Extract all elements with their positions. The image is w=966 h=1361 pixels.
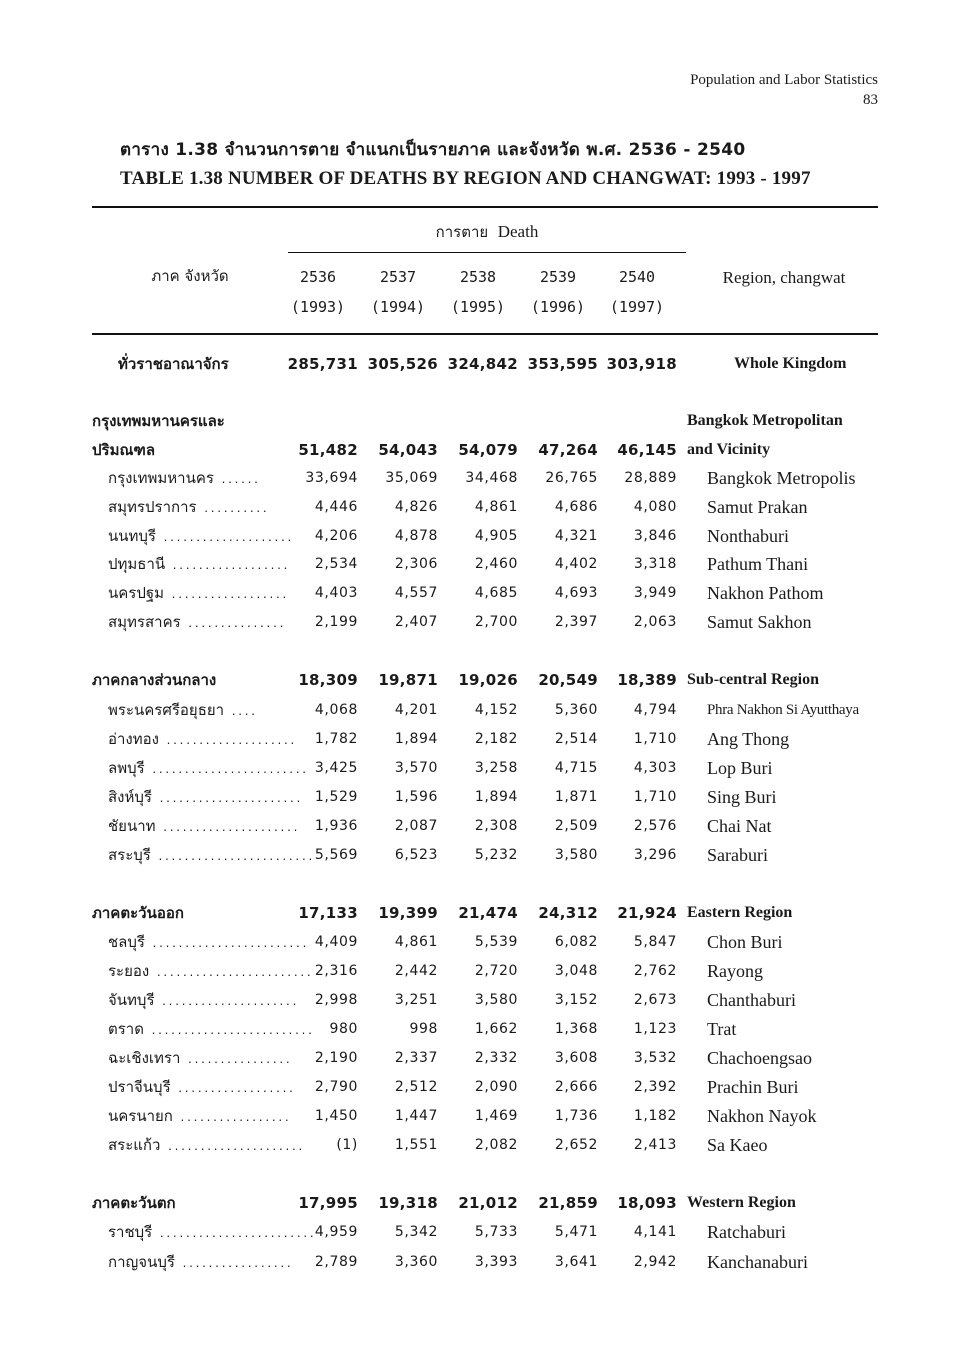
- value-cell: 21,012: [458, 1194, 518, 1212]
- value-cell: 2,337: [394, 1050, 438, 1066]
- leader-dots: ........................: [144, 939, 308, 950]
- row-label-thai: [108, 1073, 295, 1104]
- value-cell: 3,949: [633, 585, 677, 601]
- value-cell: 1,123: [633, 1021, 677, 1037]
- row-label-thai-text: ภาคกลางส่วนกลาง: [92, 671, 217, 689]
- year-be-header: 2539: [539, 268, 577, 286]
- value-cell: 285,731: [287, 355, 358, 373]
- value-cell: 1,871: [554, 789, 598, 805]
- value-cell: 4,152: [474, 702, 518, 718]
- changwat-row: [0, 608, 966, 636]
- value-cell: 2,316: [314, 963, 358, 979]
- row-label-thai: [108, 464, 260, 495]
- leader-dots: .................: [172, 1113, 291, 1124]
- row-label-thai-text: ภาคตะวันออก: [92, 904, 184, 922]
- value-cell: 4,446: [314, 499, 358, 515]
- changwat-row: [0, 1218, 966, 1246]
- value-cell: 19,318: [378, 1194, 438, 1212]
- row-label-english: Samut Prakan: [707, 497, 808, 517]
- leader-dots: ..................: [170, 1084, 295, 1095]
- leader-dots: .....................: [160, 1142, 304, 1153]
- value-cell: 1,368: [554, 1021, 598, 1037]
- value-cell: 1,529: [314, 789, 358, 805]
- value-cell: 303,918: [606, 355, 677, 373]
- value-cell: 18,309: [298, 671, 358, 689]
- leader-dots: ................: [180, 1055, 292, 1066]
- value-cell: 4,826: [394, 499, 438, 515]
- value-cell: 3,641: [554, 1254, 598, 1270]
- row-label-thai-text: อ่างทอง: [108, 730, 159, 748]
- value-cell: 2,700: [474, 614, 518, 630]
- value-cell: 33,694: [305, 470, 358, 486]
- value-cell: 4,402: [554, 556, 598, 572]
- value-cell: 4,321: [554, 528, 598, 544]
- value-cell: 1,936: [314, 818, 358, 834]
- row-label-thai: [108, 493, 268, 524]
- row-label-thai: [92, 899, 184, 927]
- value-cell: 2,512: [394, 1079, 438, 1095]
- value-cell: 19,026: [458, 671, 518, 689]
- year-be-header: 2537: [379, 268, 417, 286]
- row-label-thai-text: ปทุมธานี: [108, 555, 166, 573]
- value-cell: 3,846: [633, 528, 677, 544]
- row-label-thai-text: ลพบุรี: [108, 759, 145, 777]
- row-label-thai: [108, 1102, 290, 1133]
- row-label-english: Chanthaburi: [707, 990, 796, 1010]
- row-label-thai: [108, 1248, 292, 1279]
- changwat-row: [0, 579, 966, 607]
- value-cell: 2,789: [314, 1254, 358, 1270]
- year-ce-header: (1994): [370, 298, 426, 316]
- row-label-thai: [108, 608, 285, 639]
- value-cell: 34,468: [465, 470, 518, 486]
- value-cell: 4,080: [633, 499, 677, 515]
- row-label-english: Sa Kaeo: [707, 1135, 768, 1155]
- value-cell: 21,859: [538, 1194, 598, 1212]
- row-label-english: Bangkok Metropolitan: [687, 412, 843, 429]
- value-cell: 2,460: [474, 556, 518, 572]
- row-label-thai-text: นนทบุรี: [108, 527, 156, 545]
- value-cell: 5,232: [474, 847, 518, 863]
- changwat-row: [0, 1131, 966, 1159]
- value-cell: 2,082: [474, 1137, 518, 1153]
- row-label-thai-text: กรุงเทพมหานครและ: [92, 412, 225, 430]
- death-column-group-header: [288, 220, 686, 244]
- value-cell: 2,190: [314, 1050, 358, 1066]
- value-cell: 5,847: [633, 934, 677, 950]
- leader-dots: .........................: [143, 1026, 314, 1037]
- row-label-thai-text: ทั่วราชอาณาจักร: [118, 355, 229, 373]
- year-be-header: 2538: [459, 268, 497, 286]
- row-label-thai: [92, 407, 225, 435]
- year-ce-header: (1996): [530, 298, 586, 316]
- row-label-thai: [108, 1131, 304, 1162]
- value-cell: 2,308: [474, 818, 518, 834]
- value-cell: 1,551: [394, 1137, 438, 1153]
- row-label-thai-text: นครปฐม: [108, 584, 165, 602]
- value-cell: 3,296: [633, 847, 677, 863]
- row-label-thai: [92, 436, 155, 464]
- changwat-row: [0, 986, 966, 1014]
- leader-dots: .....................: [154, 997, 298, 1008]
- row-label-thai-text: ชลบุรี: [108, 933, 145, 951]
- value-cell: 21,924: [617, 904, 677, 922]
- leader-dots: ......: [213, 475, 260, 486]
- value-cell: 3,570: [394, 760, 438, 776]
- value-cell: 5,471: [554, 1224, 598, 1240]
- value-cell: 2,790: [314, 1079, 358, 1095]
- changwat-row: [0, 754, 966, 782]
- value-cell: 3,580: [474, 992, 518, 1008]
- row-label-thai-text: ปราจีนบุรี: [108, 1078, 171, 1096]
- value-cell: 4,201: [394, 702, 438, 718]
- value-cell: 3,048: [554, 963, 598, 979]
- value-cell: 4,557: [394, 585, 438, 601]
- changwat-row: [0, 1015, 966, 1043]
- value-cell: 2,998: [314, 992, 358, 1008]
- value-cell: 1,710: [633, 789, 677, 805]
- value-cell: 5,342: [394, 1224, 438, 1240]
- leader-dots: .................: [174, 1259, 293, 1270]
- changwat-row: [0, 550, 966, 578]
- row-label-thai-text: ตราด: [108, 1020, 144, 1038]
- value-cell: 2,762: [633, 963, 677, 979]
- leader-dots: ..........: [196, 504, 269, 515]
- value-cell: 3,425: [314, 760, 358, 776]
- changwat-row: [0, 783, 966, 811]
- value-cell: 4,403: [314, 585, 358, 601]
- row-label-thai-text: ชัยนาท: [108, 817, 156, 835]
- value-cell: 21,474: [458, 904, 518, 922]
- row-label-thai-text: ปริมณฑล: [92, 441, 156, 459]
- region-row: [0, 436, 966, 464]
- row-label-english: Trat: [707, 1019, 737, 1039]
- value-cell: 4,861: [474, 499, 518, 515]
- row-label-thai: [92, 666, 216, 694]
- leader-dots: ........................: [152, 1229, 316, 1240]
- changwat-row: [0, 928, 966, 956]
- row-label-english: Nakhon Nayok: [707, 1106, 817, 1126]
- value-cell: 5,360: [554, 702, 598, 718]
- row-label-thai: [92, 1189, 176, 1217]
- row-label-english: Prachin Buri: [707, 1077, 799, 1097]
- changwat-row: [0, 1102, 966, 1130]
- value-cell: 2,576: [633, 818, 677, 834]
- value-cell: 4,686: [554, 499, 598, 515]
- row-label-english: Sub-central Region: [687, 671, 819, 688]
- value-cell: 2,306: [394, 556, 438, 572]
- value-cell: 2,087: [394, 818, 438, 834]
- value-cell: 2,442: [394, 963, 438, 979]
- table-title-thai: ตาราง 1.38 จำนวนการตาย จำแนกเป็นรายภาค และจังหวัด พ.ศ. 2536 - 2540: [120, 140, 746, 160]
- changwat-row: [0, 725, 966, 753]
- value-cell: 980: [329, 1021, 358, 1037]
- leader-dots: ...............: [180, 619, 285, 630]
- value-cell: 4,878: [394, 528, 438, 544]
- row-label-english: Sing Buri: [707, 787, 777, 807]
- changwat-row: [0, 957, 966, 985]
- changwat-row: [0, 464, 966, 492]
- leader-dots: .....................: [155, 823, 299, 834]
- value-cell: 46,145: [617, 441, 677, 459]
- value-cell: 28,889: [624, 470, 677, 486]
- row-label-thai-text: สิงห์บุรี: [108, 788, 152, 806]
- year-ce-header: (1993): [290, 298, 346, 316]
- value-cell: 1,782: [314, 731, 358, 747]
- row-label-thai-text: สระบุรี: [108, 846, 151, 864]
- value-cell: 24,312: [538, 904, 598, 922]
- leader-dots: ....................: [155, 533, 293, 544]
- leader-dots: ........................: [150, 852, 314, 863]
- page-number: 83: [863, 92, 878, 108]
- value-cell: 4,303: [633, 760, 677, 776]
- value-cell: 4,905: [474, 528, 518, 544]
- value-cell: 4,141: [633, 1224, 677, 1240]
- value-cell: 353,595: [527, 355, 598, 373]
- region-row: [0, 407, 966, 435]
- value-cell: 2,509: [554, 818, 598, 834]
- value-cell: 3,318: [633, 556, 677, 572]
- value-cell: 17,995: [298, 1194, 358, 1212]
- row-label-thai-text: จันทบุรี: [108, 991, 155, 1009]
- value-cell: 3,360: [394, 1254, 438, 1270]
- row-label-thai: [108, 783, 302, 814]
- value-cell: 2,063: [633, 614, 677, 630]
- row-label-english: Phra Nakhon Si Ayutthaya: [707, 702, 859, 718]
- value-cell: 1,450: [314, 1108, 358, 1124]
- region-row: [0, 666, 966, 694]
- value-cell: 2,407: [394, 614, 438, 630]
- value-cell: 5,569: [314, 847, 358, 863]
- value-cell: 1,894: [394, 731, 438, 747]
- changwat-row: [0, 1044, 966, 1072]
- row-label-thai-text: นครนายก: [108, 1107, 173, 1125]
- row-label-thai-text: สมุทรปราการ: [108, 498, 197, 516]
- row-label-english: Bangkok Metropolis: [707, 468, 856, 488]
- row-label-english: Chai Nat: [707, 816, 772, 836]
- value-cell: 2,332: [474, 1050, 518, 1066]
- value-cell: 2,514: [554, 731, 598, 747]
- value-cell: 19,399: [378, 904, 438, 922]
- region-row: [0, 899, 966, 927]
- year-be-header: 2540: [618, 268, 656, 286]
- leader-dots: ........................: [144, 765, 308, 776]
- value-cell: (1): [336, 1137, 358, 1153]
- row-label-thai-text: กรุงเทพมหานคร: [108, 469, 214, 487]
- value-cell: 4,068: [314, 702, 358, 718]
- value-cell: 1,894: [474, 789, 518, 805]
- row-label-english: and Vicinity: [687, 441, 771, 458]
- table-title-english: TABLE 1.38 NUMBER OF DEATHS BY REGION AND CHANGWAT: 1993 - 1997: [120, 168, 811, 189]
- value-cell: 26,765: [545, 470, 598, 486]
- leader-dots: ......................: [151, 794, 302, 805]
- value-cell: 17,133: [298, 904, 358, 922]
- value-cell: 1,469: [474, 1108, 518, 1124]
- changwat-row: [0, 493, 966, 521]
- value-cell: 4,959: [314, 1224, 358, 1240]
- death-header-english: Death: [497, 222, 539, 241]
- value-cell: 3,393: [474, 1254, 518, 1270]
- value-cell: 2,534: [314, 556, 358, 572]
- row-label-thai-text: พระนครศรีอยุธยา: [108, 701, 225, 719]
- changwat-row: [0, 1248, 966, 1276]
- running-header: [690, 70, 878, 110]
- row-label-english: Rayong: [707, 961, 763, 981]
- row-label-english: Samut Sakhon: [707, 612, 812, 632]
- row-label-english: Western Region: [687, 1194, 796, 1211]
- region-column-header-english: Region, changwat: [722, 268, 846, 287]
- row-label-english: Ratchaburi: [707, 1222, 786, 1242]
- region-row: [0, 350, 966, 378]
- row-label-english: Pathum Thani: [707, 554, 809, 574]
- value-cell: 2,392: [633, 1079, 677, 1095]
- value-cell: 1,182: [633, 1108, 677, 1124]
- row-label-thai-text: กาญจนบุรี: [108, 1253, 175, 1271]
- row-label-english: Chon Buri: [707, 932, 783, 952]
- row-label-thai-text: สมุทรสาคร: [108, 613, 181, 631]
- leader-dots: ..................: [165, 561, 290, 572]
- value-cell: 998: [409, 1021, 438, 1037]
- year-ce-header: (1995): [450, 298, 506, 316]
- value-cell: 2,942: [633, 1254, 677, 1270]
- value-cell: 4,794: [633, 702, 677, 718]
- year-ce-header: (1997): [609, 298, 665, 316]
- value-cell: 4,409: [314, 934, 358, 950]
- value-cell: 2,720: [474, 963, 518, 979]
- value-cell: 6,523: [394, 847, 438, 863]
- year-be-header: 2536: [299, 268, 337, 286]
- row-label-english: Eastern Region: [687, 904, 793, 921]
- row-label-thai-text: สระแก้ว: [108, 1136, 161, 1154]
- value-cell: 2,652: [554, 1137, 598, 1153]
- value-cell: 3,152: [554, 992, 598, 1008]
- row-label-thai: [108, 579, 288, 610]
- value-cell: 2,666: [554, 1079, 598, 1095]
- leader-dots: ........................: [149, 968, 313, 979]
- leader-dots: ....: [224, 707, 257, 718]
- value-cell: 5,733: [474, 1224, 518, 1240]
- row-label-english: Ang Thong: [707, 729, 790, 749]
- value-cell: 4,715: [554, 760, 598, 776]
- region-row: [0, 1189, 966, 1217]
- row-label-thai-text: ระยอง: [108, 962, 150, 980]
- top-rule: [92, 206, 878, 208]
- row-label-english: Chachoengsao: [707, 1048, 812, 1068]
- leader-dots: ..................: [164, 590, 288, 601]
- row-label-thai: [108, 522, 293, 553]
- value-cell: 3,608: [554, 1050, 598, 1066]
- value-cell: 1,447: [394, 1108, 438, 1124]
- death-group-underline: [288, 252, 686, 253]
- value-cell: 54,043: [378, 441, 438, 459]
- value-cell: 47,264: [538, 441, 598, 459]
- row-label-thai-text: ฉะเชิงเทรา: [108, 1049, 181, 1067]
- value-cell: 5,539: [474, 934, 518, 950]
- value-cell: 51,482: [298, 441, 358, 459]
- value-cell: 1,596: [394, 789, 438, 805]
- row-label-thai: [108, 725, 296, 756]
- row-label-thai: [108, 550, 289, 581]
- value-cell: 6,082: [554, 934, 598, 950]
- value-cell: 305,526: [367, 355, 438, 373]
- leader-dots: ....................: [158, 736, 296, 747]
- value-cell: 3,258: [474, 760, 518, 776]
- changwat-row: [0, 1073, 966, 1101]
- running-header-title: Population and Labor Statistics: [690, 72, 878, 88]
- value-cell: 18,389: [617, 671, 677, 689]
- value-cell: 4,685: [474, 585, 518, 601]
- value-cell: 2,182: [474, 731, 518, 747]
- changwat-row: [0, 841, 966, 869]
- value-cell: 324,842: [447, 355, 518, 373]
- row-label-thai: [108, 986, 298, 1017]
- value-cell: 1,710: [633, 731, 677, 747]
- value-cell: 20,549: [538, 671, 598, 689]
- row-label-thai-text: ราชบุรี: [108, 1223, 153, 1241]
- value-cell: 4,861: [394, 934, 438, 950]
- value-cell: 35,069: [385, 470, 438, 486]
- row-label-english: Whole Kingdom: [734, 355, 847, 372]
- value-cell: 3,251: [394, 992, 438, 1008]
- row-label-thai: [108, 696, 257, 727]
- value-cell: 4,693: [554, 585, 598, 601]
- row-label-english: Saraburi: [707, 845, 768, 865]
- row-label-english: Nonthaburi: [707, 526, 789, 546]
- value-cell: 2,413: [633, 1137, 677, 1153]
- value-cell: 54,079: [458, 441, 518, 459]
- changwat-row: [0, 812, 966, 840]
- value-cell: 3,580: [554, 847, 598, 863]
- row-label-thai: [118, 350, 229, 378]
- value-cell: 1,662: [474, 1021, 518, 1037]
- value-cell: 1,736: [554, 1108, 598, 1124]
- row-label-thai: [108, 812, 299, 843]
- value-cell: 18,093: [617, 1194, 677, 1212]
- changwat-row: [0, 522, 966, 550]
- row-label-english: Nakhon Pathom: [707, 583, 824, 603]
- death-header-thai: การตาย: [435, 223, 489, 241]
- value-cell: 2,199: [314, 614, 358, 630]
- value-cell: 2,397: [554, 614, 598, 630]
- value-cell: 3,532: [633, 1050, 677, 1066]
- row-label-english: Lop Buri: [707, 758, 773, 778]
- value-cell: 2,090: [474, 1079, 518, 1095]
- value-cell: 4,206: [314, 528, 358, 544]
- changwat-row: [0, 696, 966, 724]
- row-label-thai-text: ภาคตะวันตก: [92, 1194, 176, 1212]
- row-label-english: Kanchanaburi: [707, 1252, 808, 1272]
- value-cell: 19,871: [378, 671, 438, 689]
- header-bottom-rule: [92, 333, 878, 335]
- value-cell: 2,673: [633, 992, 677, 1008]
- region-column-header-thai: ภาค จังหวัด: [151, 267, 229, 285]
- row-label-thai: [108, 1044, 291, 1075]
